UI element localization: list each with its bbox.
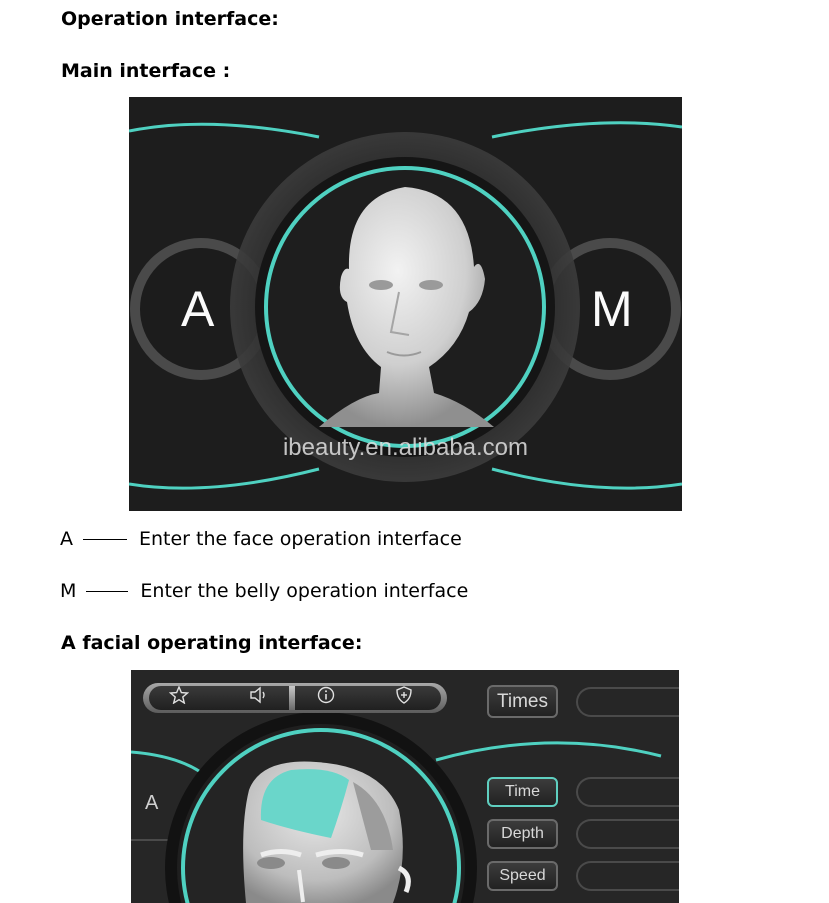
teal-arc-top-right	[492, 123, 682, 137]
description-a-key: A	[60, 528, 73, 550]
times-value-slot[interactable]	[576, 687, 679, 717]
description-a-text: Enter the face operation interface	[139, 528, 462, 550]
toolbar-separator	[289, 686, 295, 710]
toolbar	[143, 683, 447, 713]
description-a	[60, 527, 462, 551]
dash-divider	[86, 591, 128, 592]
speaker-icon[interactable]	[249, 686, 269, 704]
teal-arc-bottom-left	[129, 469, 319, 488]
teal-arc-top-left	[129, 124, 319, 137]
shield-plus-icon[interactable]	[394, 686, 414, 704]
depth-button[interactable]: Depth	[487, 819, 558, 849]
times-button[interactable]: Times	[487, 685, 558, 718]
description-m	[60, 579, 468, 603]
speed-button[interactable]: Speed	[487, 861, 558, 891]
operation-interface-heading: Operation interface:	[61, 8, 279, 30]
side-a-label[interactable]: A	[145, 792, 159, 814]
watermark: ibeauty.en.alibaba.com	[282, 434, 529, 461]
teal-arc-right	[436, 743, 661, 760]
teal-arc-left	[131, 752, 206, 776]
time-value-slot[interactable]	[576, 777, 679, 807]
main-interface-screenshot	[129, 97, 682, 511]
belly-mode-button[interactable]: M	[591, 281, 633, 337]
description-m-key: M	[60, 580, 77, 602]
face-mode-button[interactable]: A	[181, 281, 215, 337]
facial-interface-screenshot	[131, 670, 679, 903]
facial-interface-heading: A facial operating interface:	[61, 632, 363, 654]
main-interface-heading: Main interface :	[61, 60, 231, 82]
star-icon[interactable]	[169, 686, 189, 704]
info-icon[interactable]	[316, 686, 336, 704]
speed-value-slot[interactable]	[576, 861, 679, 891]
depth-value-slot[interactable]	[576, 819, 679, 849]
time-button[interactable]: Time	[487, 777, 558, 807]
teal-arc-bottom-right	[492, 469, 682, 488]
dash-divider	[83, 539, 127, 540]
description-m-text: Enter the belly operation interface	[140, 580, 469, 602]
